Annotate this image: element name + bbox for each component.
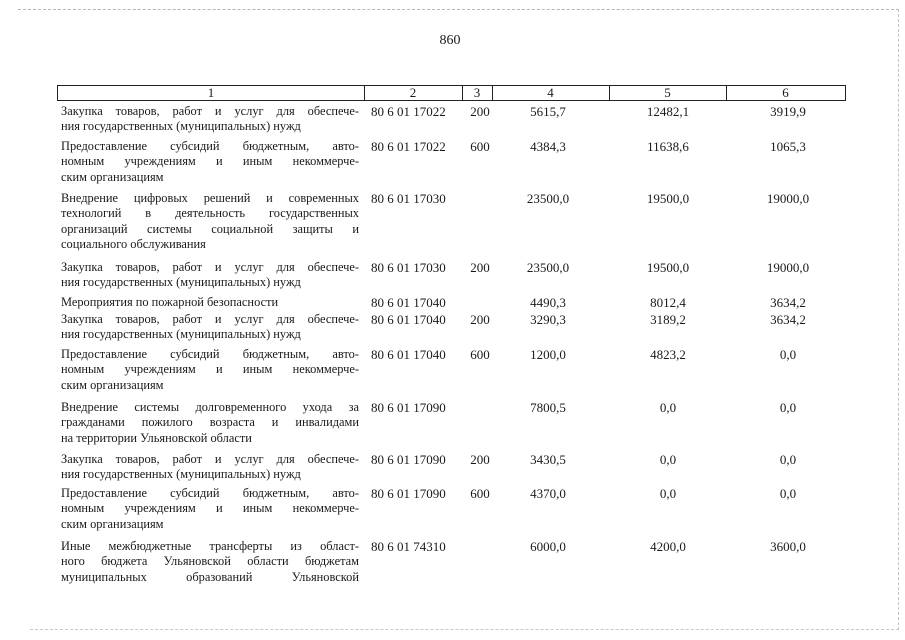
row-name-line: Закупка товаров, работ и услуг для обеспече- <box>61 312 359 326</box>
table-header-row <box>57 85 846 101</box>
row-value-col5: 0,0 <box>659 400 677 415</box>
row-vr-code: 200 <box>470 260 490 275</box>
row-name-line: ния государственных (муниципальных) нужд <box>61 275 301 290</box>
row-name-line: ским организациям <box>61 169 164 184</box>
row-value-col6: 0,0 <box>779 452 797 467</box>
header-col-2: 2 <box>409 85 417 100</box>
row-name-line: ским организациям <box>61 516 164 531</box>
header-col-4: 4 <box>547 85 554 100</box>
row-vr-code: 200 <box>470 452 490 467</box>
row-name-line: Иные межбюджетные трансферты из област- <box>61 539 359 553</box>
row-name-line: Предоставление субсидий бюджетным, авто- <box>61 139 359 153</box>
row-name-line: ния государственных (муниципальных) нужд <box>61 467 301 482</box>
row-csr-code: 80 6 01 17030 <box>371 260 446 275</box>
row-vr-code: 200 <box>470 104 490 119</box>
row-name <box>61 452 359 483</box>
row-vr-code: 600 <box>470 139 490 154</box>
row-value-col4: 3290,3 <box>530 312 566 327</box>
row-value-col5: 8012,4 <box>650 295 686 310</box>
row-value-col5: 4200,0 <box>650 539 686 554</box>
row-name-line: на территории Ульяновской области <box>61 430 252 445</box>
row-name-line: технологий в деятельность государственных <box>61 206 359 221</box>
row-name-line: Мероприятия по пожарной безопасности <box>61 295 279 309</box>
header-col-1: 1 <box>207 85 215 100</box>
row-value-col4: 5615,7 <box>530 104 566 119</box>
row-value-col5: 11638,6 <box>647 139 689 154</box>
row-name <box>61 400 359 446</box>
row-name-line: Предоставление субсидий бюджетным, авто- <box>61 347 359 361</box>
row-value-col4: 7800,5 <box>530 400 566 415</box>
row-name-line: номным учреждениям и иным некоммерче- <box>61 501 359 516</box>
row-name <box>61 539 359 585</box>
row-value-col6: 3634,2 <box>770 312 806 327</box>
row-name-line: Закупка товаров, работ и услуг для обеспече- <box>61 104 359 118</box>
row-value-col6: 3600,0 <box>770 539 806 554</box>
row-csr-code: 80 6 01 17040 <box>371 312 446 327</box>
header-col-3: 3 <box>473 85 481 100</box>
scan-edge-right <box>898 9 899 630</box>
row-name <box>61 191 359 252</box>
row-name-line: номным учреждениям и иным некоммерче- <box>61 362 359 377</box>
row-name <box>61 347 359 393</box>
row-name-line: ским организациям <box>61 377 164 392</box>
row-value-col5: 3189,2 <box>650 312 686 327</box>
row-value-col5: 0,0 <box>659 486 677 501</box>
row-value-col6: 3919,9 <box>770 104 806 119</box>
row-name <box>61 312 359 343</box>
row-value-col5: 4823,2 <box>650 347 686 362</box>
row-value-col4: 4370,0 <box>530 486 566 501</box>
row-csr-code: 80 6 01 17040 <box>371 347 446 362</box>
row-value-col5: 19500,0 <box>646 191 690 206</box>
row-name <box>61 260 359 291</box>
row-value-col4: 1200,0 <box>530 347 566 362</box>
row-name-line: социального обслуживания <box>61 236 206 251</box>
row-value-col4: 4384,3 <box>530 139 566 154</box>
scan-edge-top <box>18 9 899 10</box>
row-name-line: Закупка товаров, работ и услуг для обеспече- <box>61 452 359 466</box>
row-value-col4: 3430,5 <box>530 452 566 467</box>
row-csr-code: 80 6 01 74310 <box>371 539 446 554</box>
row-name-line: номным учреждениям и иным некоммерче- <box>61 154 359 169</box>
row-value-col6: 3634,2 <box>770 295 806 310</box>
row-vr-code: 600 <box>470 486 490 501</box>
row-csr-code: 80 6 01 17022 <box>371 139 446 154</box>
row-name-line: организаций системы социальной защиты и <box>61 221 359 236</box>
row-name-line: гражданами пожилого возраста и инвалидами <box>61 415 359 430</box>
row-csr-code: 80 6 01 17040 <box>371 295 446 310</box>
row-value-col6: 0,0 <box>779 347 797 362</box>
row-csr-code: 80 6 01 17090 <box>371 400 446 415</box>
scan-edge-bottom <box>30 629 899 630</box>
row-value-col5: 19500,0 <box>646 260 690 275</box>
row-value-col5: 12482,1 <box>646 104 690 119</box>
row-value-col6: 19000,0 <box>766 260 810 275</box>
row-name-line: ния государственных (муниципальных) нужд <box>61 327 301 342</box>
row-value-col6: 0,0 <box>779 486 797 501</box>
row-value-col6: 1065,3 <box>770 139 806 154</box>
row-name-line: Закупка товаров, работ и услуг для обеспече- <box>61 260 359 274</box>
row-csr-code: 80 6 01 17090 <box>371 486 446 501</box>
row-name-line: Предоставление субсидий бюджетным, авто- <box>61 486 359 500</box>
row-value-col4: 4490,3 <box>530 295 566 310</box>
row-name <box>61 104 359 135</box>
row-csr-code: 80 6 01 17030 <box>371 191 446 206</box>
row-value-col6: 19000,0 <box>766 191 810 206</box>
row-value-col5: 0,0 <box>659 452 677 467</box>
row-name <box>61 486 359 532</box>
row-vr-code: 200 <box>470 312 490 327</box>
row-name-line: ния государственных (муниципальных) нужд <box>61 119 301 134</box>
header-col-5: 5 <box>664 85 671 100</box>
row-name <box>61 295 359 310</box>
row-value-col4: 23500,0 <box>526 260 570 275</box>
row-value-col4: 23500,0 <box>526 191 570 206</box>
row-name-line: муниципальных образований Ульяновской <box>61 569 359 584</box>
header-col-6: 6 <box>782 85 789 100</box>
row-csr-code: 80 6 01 17022 <box>371 104 446 119</box>
row-name-line: ного бюджета Ульяновской области бюджетам <box>61 554 359 569</box>
row-name-line: Внедрение цифровых решений и современных <box>61 191 359 205</box>
row-name <box>61 139 359 185</box>
row-csr-code: 80 6 01 17090 <box>371 452 446 467</box>
row-value-col6: 0,0 <box>779 400 797 415</box>
page-number: 860 <box>439 33 461 48</box>
row-name-line: Внедрение системы долговременного ухода за <box>61 400 359 414</box>
row-value-col4: 6000,0 <box>530 539 566 554</box>
row-vr-code: 600 <box>470 347 490 362</box>
